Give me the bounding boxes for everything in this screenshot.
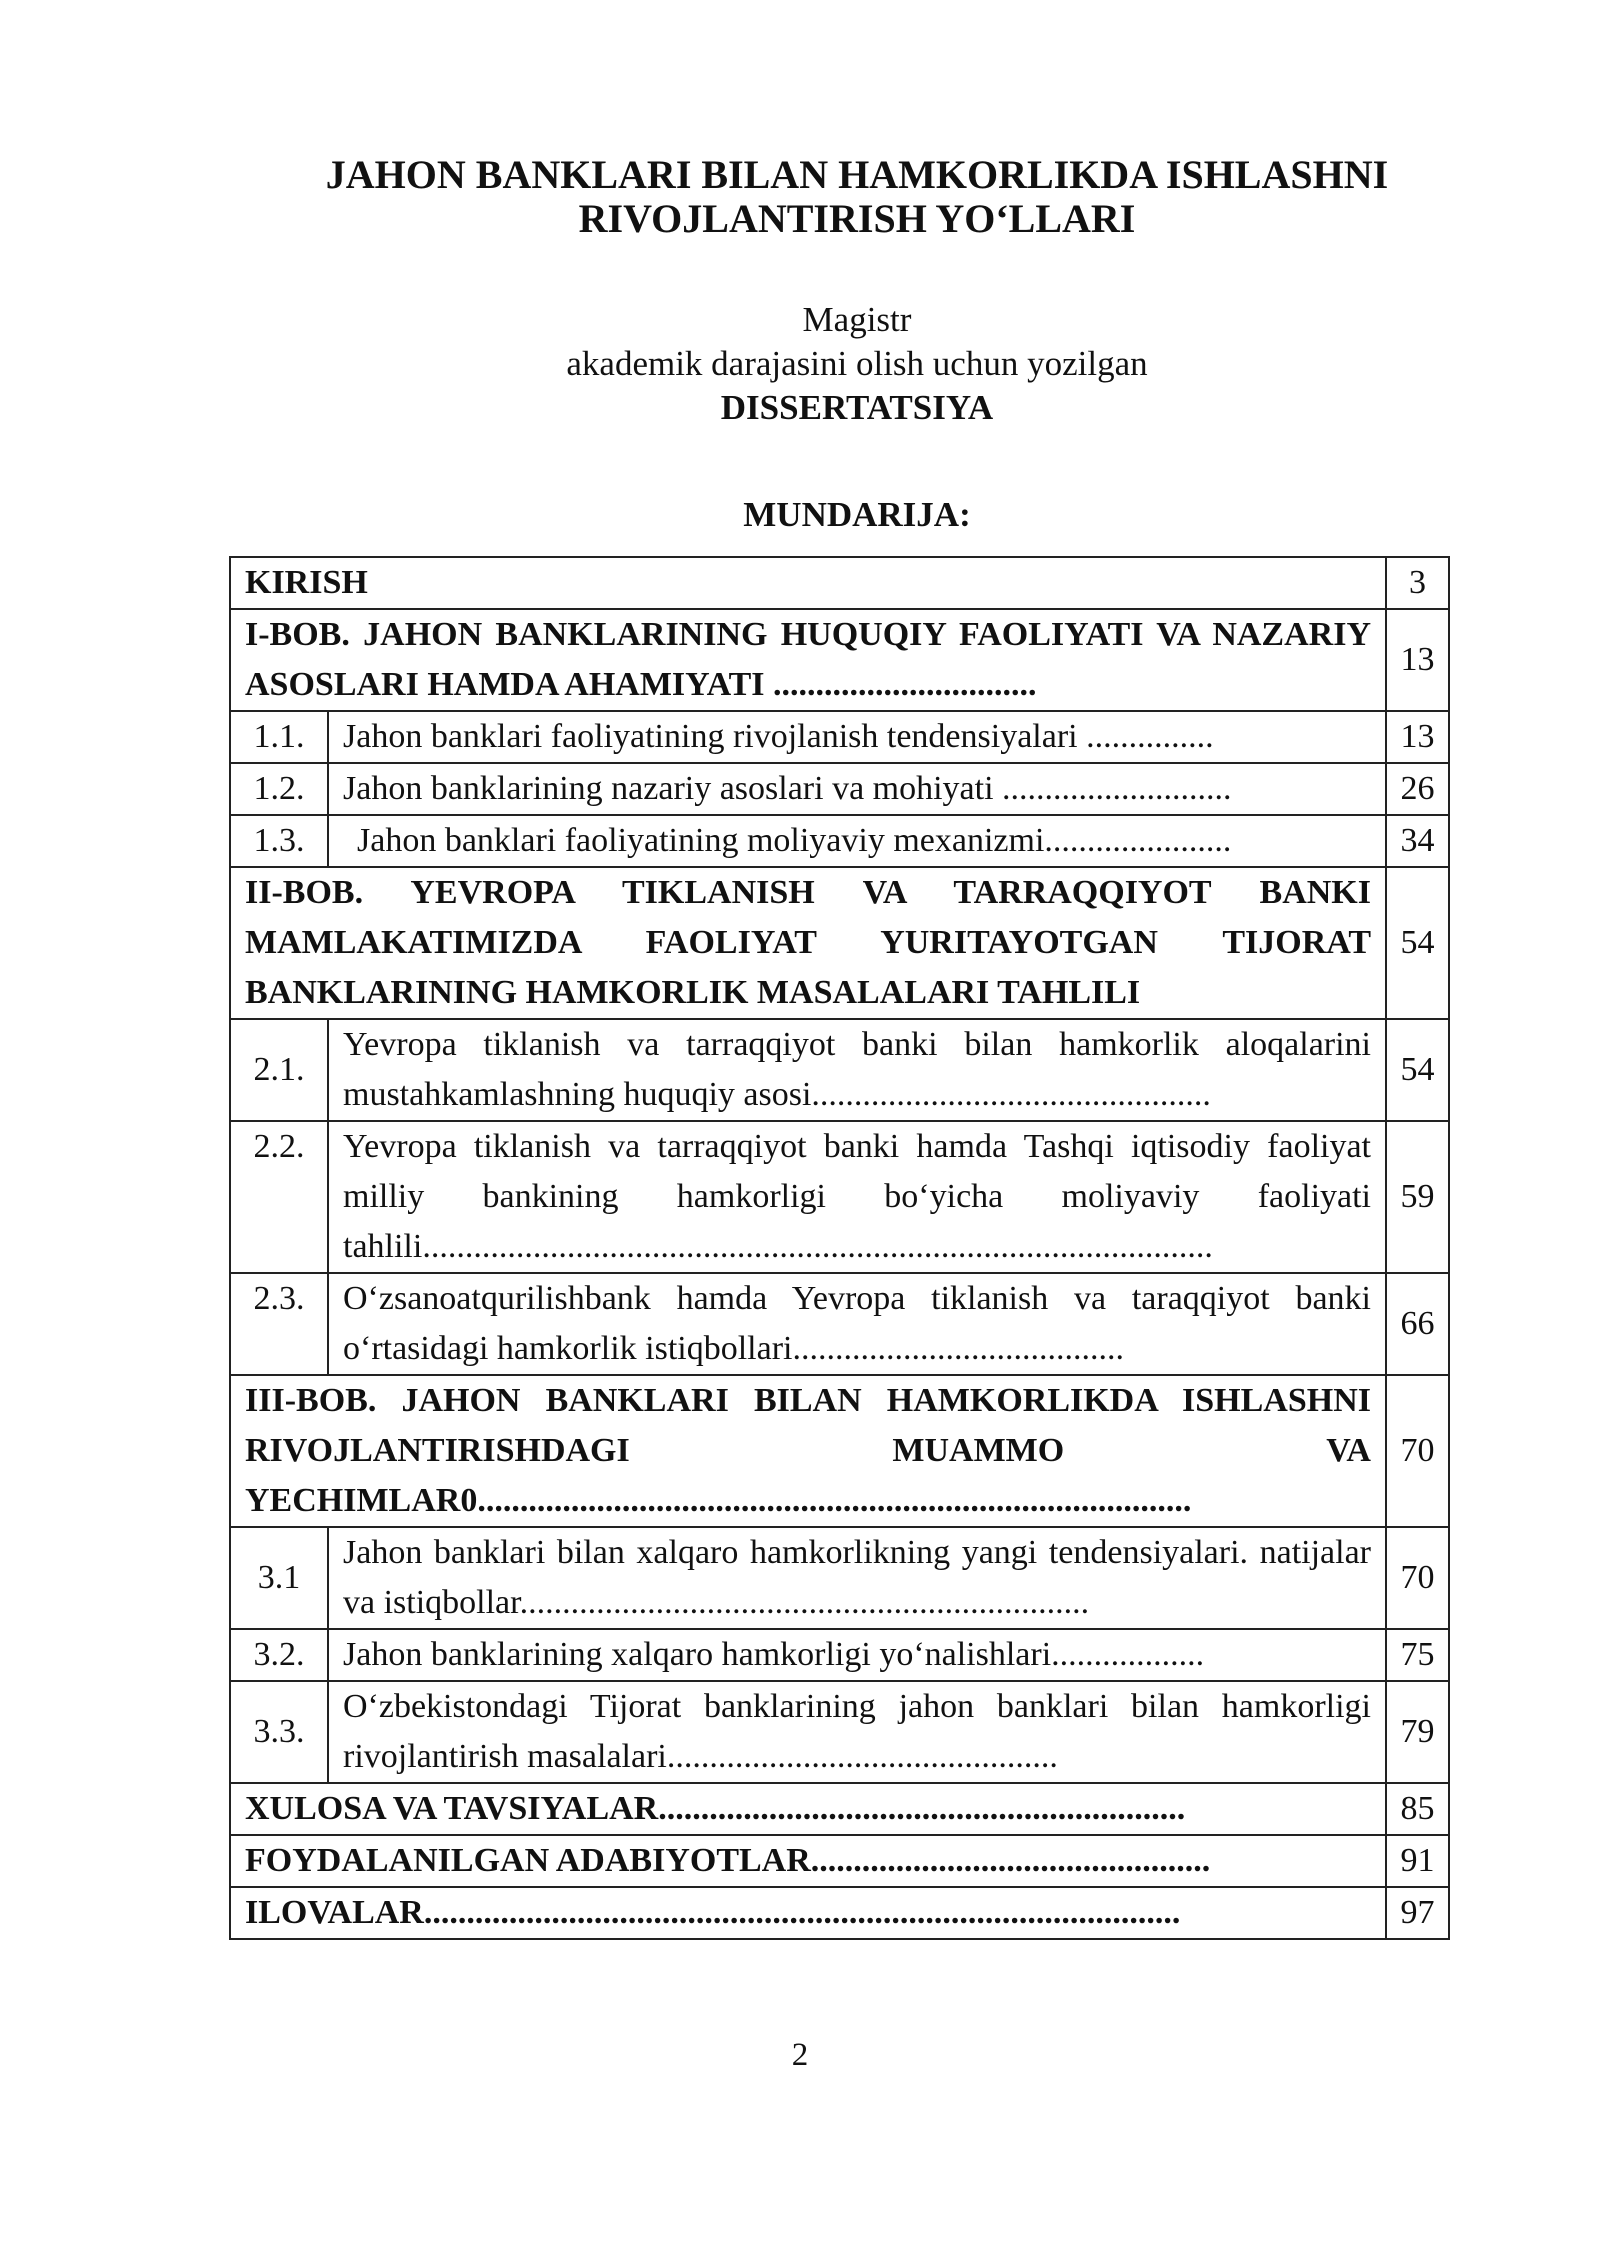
- toc-row-section-2-3: [230, 1273, 1449, 1375]
- toc-page-number: 13: [1386, 609, 1449, 711]
- document-title-line-2: RIVOJLANTIRISH YO‘LLARI: [578, 196, 1136, 241]
- toc-entry-text: FOYDALANILGAN ADABIYOTLAR...............................................: [230, 1835, 1386, 1887]
- toc-entry-text: Jahon banklarining xalqaro hamkorligi yo‘nalishlari..................: [328, 1629, 1386, 1681]
- toc-heading: MUNDARIJA:: [743, 495, 971, 534]
- toc-section-number: 1.1.: [230, 711, 328, 763]
- toc-entry-text: II-BOB. YEVROPA TIKLANISH VA TARRAQQIYOT BANKI MAMLAKATIMIZDA FAOLIYAT YURITAYOTGAN TIJORAT BANKLARINING HAMKORLIK MASALALARI TAHLILI: [230, 867, 1386, 1019]
- toc-section-number: 3.1: [230, 1527, 328, 1629]
- toc-page-number: 54: [1386, 867, 1449, 1019]
- toc-section-number: 3.3.: [230, 1681, 328, 1783]
- toc-section-number: 1.2.: [230, 763, 328, 815]
- toc-row-section-3-1: [230, 1527, 1449, 1629]
- toc-page-number: 54: [1386, 1019, 1449, 1121]
- toc-page-number: 13: [1386, 711, 1449, 763]
- toc-entry-label: Jahon banklari faoliyatining moliyaviy mexanizmi......................: [357, 822, 1232, 859]
- toc-page-number: 70: [1386, 1527, 1449, 1629]
- document-subtitle: [230, 298, 1484, 430]
- toc-page-number: 75: [1386, 1629, 1449, 1681]
- toc-row-chapter-1: [230, 609, 1449, 711]
- document-title: [230, 153, 1484, 241]
- toc-page-number: 66: [1386, 1273, 1449, 1375]
- toc-row-intro: [230, 557, 1449, 609]
- toc-entry-text: Jahon banklari faoliyatining rivojlanish tendensiyalari ...............: [328, 711, 1386, 763]
- toc-row-section-1-1: [230, 711, 1449, 763]
- toc-entry-text: Jahon banklarining nazariy asoslari va mohiyati ...........................: [328, 763, 1386, 815]
- toc-section-number: 2.1.: [230, 1019, 328, 1121]
- toc-entry-text: Yevropa tiklanish va tarraqqiyot banki bilan hamkorlik aloqalarini mustahkamlashning huquqiy asosi...............................................: [328, 1019, 1386, 1121]
- toc-page-number: 34: [1386, 815, 1449, 867]
- toc-page-number: 3: [1386, 557, 1449, 609]
- toc-entry-text: KIRISH: [230, 557, 1386, 609]
- toc-entry-text: Jahon banklari bilan xalqaro hamkorlikning yangi tendensiyalari. natijalar va istiqbollar...................................................................: [328, 1527, 1386, 1629]
- toc-entry-text: ILOVALAR.........................................................................................: [230, 1887, 1386, 1939]
- toc-page-number: 97: [1386, 1887, 1449, 1939]
- toc-row-chapter-2: [230, 867, 1449, 1019]
- toc-row-section-1-2: [230, 763, 1449, 815]
- toc-page-number: 59: [1386, 1121, 1449, 1273]
- toc-row-appendices: [230, 1887, 1449, 1939]
- toc-section-number: 1.3.: [230, 815, 328, 867]
- toc-entry-text: O‘zbekistondagi Tijorat banklarining jahon banklari bilan hamkorligi rivojlantirish masalalari..............................................: [328, 1681, 1386, 1783]
- toc-row-section-1-3: [230, 815, 1449, 867]
- toc-entry-text: III-BOB. JAHON BANKLARI BILAN HAMKORLIKDA ISHLASHNI RIVOJLANTIRISHDAGI MUAMMO VA YECHIMLAR0....................................................................................: [230, 1375, 1386, 1527]
- toc-section-number: 3.2.: [230, 1629, 328, 1681]
- document-title-line-1: JAHON BANKLARI BILAN HAMKORLIKDA ISHLASHNI: [325, 152, 1389, 197]
- toc-page-number: 26: [1386, 763, 1449, 815]
- toc-row-section-2-2: [230, 1121, 1449, 1273]
- toc-page-number: 91: [1386, 1835, 1449, 1887]
- degree-purpose: akademik darajasini olish uchun yozilgan: [566, 344, 1148, 383]
- toc-row-chapter-3: [230, 1375, 1449, 1527]
- toc-page-number: 85: [1386, 1783, 1449, 1835]
- toc-row-section-2-1: [230, 1019, 1449, 1121]
- toc-row-conclusion: [230, 1783, 1449, 1835]
- toc-page-number: 79: [1386, 1681, 1449, 1783]
- toc-section-number: 2.3.: [230, 1273, 328, 1375]
- toc-row-section-3-2: [230, 1629, 1449, 1681]
- toc-entry-text: XULOSA VA TAVSIYALAR..............................................................: [230, 1783, 1386, 1835]
- toc-entry-text: [328, 815, 1386, 867]
- toc-section-number: 2.2.: [230, 1121, 328, 1273]
- toc-entry-text: O‘zsanoatqurilishbank hamda Yevropa tiklanish va taraqqiyot banki o‘rtasidagi hamkorlik istiqbollari.......................................: [328, 1273, 1386, 1375]
- document-type: DISSERTATSIYA: [720, 388, 994, 427]
- table-of-contents: [229, 556, 1450, 1940]
- toc-page-number: 70: [1386, 1375, 1449, 1527]
- page-number: 2: [791, 2037, 809, 2073]
- toc-row-references: [230, 1835, 1449, 1887]
- toc-entry-text: Yevropa tiklanish va tarraqqiyot banki hamda Tashqi iqtisodiy faoliyat milliy bankining hamkorligi bo‘yicha moliyaviy faoliyati tahlili.............................................................................................: [328, 1121, 1386, 1273]
- toc-entry-text: I-BOB. JAHON BANKLARINING HUQUQIY FAOLIYATI VA NAZARIY ASOSLARI HAMDA AHAMIYATI ...............................: [230, 609, 1386, 711]
- degree-label: Magistr: [802, 300, 912, 339]
- toc-row-section-3-3: [230, 1681, 1449, 1783]
